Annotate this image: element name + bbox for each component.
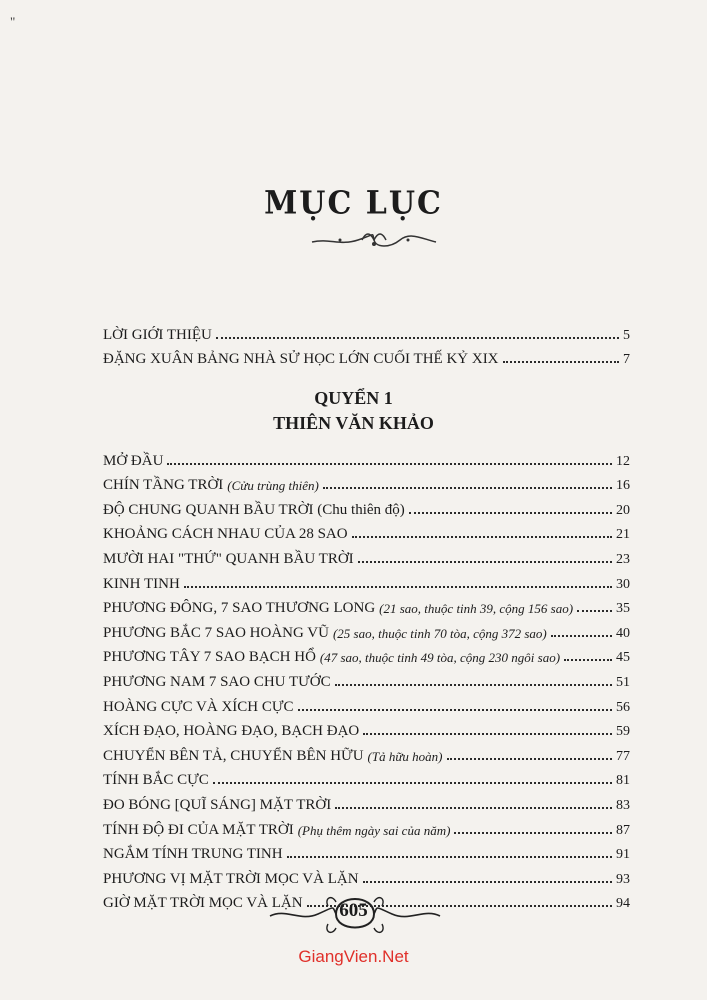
toc-entry-page: 91 (616, 847, 630, 863)
toc-entry (103, 691, 630, 716)
toc-entry (103, 740, 630, 765)
toc-entry (103, 839, 630, 864)
toc-entry-page: 20 (616, 502, 630, 518)
toc-dot-leader (363, 881, 612, 883)
toc-entry (103, 519, 630, 544)
toc-dot-leader (577, 610, 612, 612)
toc-entry-title: ĐO BÓNG [QUĨ SÁNG] MẶT TRỜI (103, 796, 332, 813)
toc-entry-subtitle: (Cửu trùng thiên) (227, 478, 319, 494)
toc-dot-leader (363, 733, 612, 735)
toc-entry-page: 23 (616, 551, 630, 567)
main-toc-list (103, 445, 630, 912)
toc-entry-title: PHƯƠNG NAM 7 SAO CHU TƯỚC (103, 673, 331, 690)
toc-entry (103, 716, 630, 741)
toc-dot-leader (454, 832, 612, 834)
toc-entry-page: 94 (616, 896, 630, 912)
toc-dot-leader (409, 512, 612, 514)
toc-dot-leader (323, 487, 612, 489)
toc-dot-leader (287, 856, 612, 858)
toc-entry-title: NGẮM TÍNH TRUNG TINH (103, 846, 283, 863)
toc-entry-page: 16 (616, 478, 630, 494)
toc-dot-leader (298, 709, 612, 711)
part-label: QUYỂN 1 (314, 388, 393, 408)
toc-entry-page: 81 (616, 773, 630, 789)
toc-entry (103, 642, 630, 667)
page-number: 605 (339, 900, 368, 921)
toc-entry-title: KINH TINH (103, 575, 180, 592)
toc-entry-page: 30 (616, 576, 630, 592)
toc-dot-leader (184, 586, 612, 588)
toc-entry-page: 21 (616, 527, 630, 543)
toc-entry-page: 56 (616, 699, 630, 715)
toc-entry (103, 568, 630, 593)
toc-dot-leader (213, 782, 612, 784)
toc-entry-page: 45 (616, 650, 630, 666)
toc-entry-page: 77 (616, 748, 630, 764)
intro-toc-list (103, 320, 630, 368)
toc-dot-leader (335, 684, 612, 686)
toc-entry-title: CHÍN TẦNG TRỜI (103, 477, 224, 494)
toc-entry-title: MƯỜI HAI "THỨ" QUANH BẦU TRỜI (103, 550, 354, 567)
toc-dot-leader (447, 758, 612, 760)
toc-dot-leader (216, 337, 619, 339)
toc-entry-page: 87 (616, 822, 630, 838)
toc-entry-page: 12 (616, 453, 630, 469)
toc-heading: MỤC LỤC (264, 185, 443, 222)
toc-dot-leader (358, 561, 612, 563)
toc-dot-leader (167, 463, 612, 465)
toc-entry-title: CHUYỂN BÊN TẢ, CHUYỂN BÊN HỮU (103, 747, 364, 764)
heading-ornament-icon (310, 228, 438, 252)
toc-entry-page: 83 (616, 797, 630, 813)
toc-entry (103, 765, 630, 790)
toc-entry-title: PHƯƠNG BẮC 7 SAO HOÀNG VŨ (103, 624, 329, 641)
toc-entry (103, 543, 630, 568)
toc-entry (103, 814, 630, 839)
part-title: THIÊN VĂN KHẢO (273, 413, 434, 433)
toc-entry-page: 40 (616, 625, 630, 641)
toc-dot-leader (564, 659, 612, 661)
toc-entry (103, 470, 630, 495)
toc-entry-page: 51 (616, 674, 630, 690)
toc-dot-leader (352, 536, 612, 538)
toc-entry-title: PHƯƠNG ĐÔNG, 7 SAO THƯƠNG LONG (103, 600, 376, 617)
toc-entry-title: XÍCH ĐẠO, HOÀNG ĐẠO, BẠCH ĐẠO (103, 723, 360, 740)
toc-entry-page: 7 (623, 352, 630, 367)
watermark: GiangVien.Net (298, 947, 409, 966)
toc-entry (103, 617, 630, 642)
toc-entry (103, 320, 630, 344)
toc-entry-page: 5 (623, 328, 630, 343)
toc-entry-subtitle: (Tả hữu hoàn) (367, 748, 443, 764)
toc-entry-subtitle: (21 sao, thuộc tinh 39, cộng 156 sao) (379, 601, 574, 617)
toc-dot-leader (551, 635, 612, 637)
toc-entry-title: MỞ ĐẦU (103, 452, 164, 469)
toc-dot-leader (335, 807, 612, 809)
toc-entry-subtitle: (47 sao, thuộc tinh 49 tòa, cộng 230 ngôi sao) (319, 650, 561, 666)
toc-entry-page: 93 (616, 871, 630, 887)
toc-entry-title: HOÀNG CỰC VÀ XÍCH CỰC (103, 698, 294, 715)
toc-entry-title: ĐỘ CHUNG QUANH BẦU TRỜI (Chu thiên độ) (103, 501, 405, 518)
toc-entry (103, 445, 630, 470)
toc-entry (103, 789, 630, 814)
toc-dot-leader (503, 361, 619, 363)
toc-entry-title: ĐẶNG XUÂN BẢNG NHÀ SỬ HỌC LỚN CUỐI THẾ KỶ XIX (103, 351, 499, 367)
toc-entry-page: 59 (616, 724, 630, 740)
toc-entry-title: PHƯƠNG VỊ MẶT TRỜI MỌC VÀ LẶN (103, 870, 359, 887)
toc-entry (103, 666, 630, 691)
toc-entry (103, 344, 630, 368)
toc-entry-title: PHƯƠNG TÂY 7 SAO BẠCH HỔ (103, 649, 316, 666)
toc-entry-subtitle: (25 sao, thuộc tinh 70 tòa, cộng 372 sao) (332, 625, 547, 641)
toc-entry-page: 35 (616, 601, 630, 617)
toc-entry (103, 863, 630, 888)
toc-entry-title: KHOẢNG CÁCH NHAU CỦA 28 SAO (103, 526, 348, 543)
toc-entry-title: LỜI GIỚI THIỆU (103, 327, 212, 343)
toc-entry-title: TÍNH ĐỘ ĐI CỦA MẶT TRỜI (103, 821, 294, 838)
edge-mark: " (10, 14, 16, 29)
toc-entry-title: TÍNH BẮC CỰC (103, 772, 209, 789)
toc-entry-subtitle: (Phụ thêm ngày sai của năm) (297, 822, 451, 838)
toc-entry (103, 593, 630, 618)
toc-entry (103, 494, 630, 519)
toc-entry-title: GIỜ MẶT TRỜI MỌC VÀ LẶN (103, 895, 303, 912)
